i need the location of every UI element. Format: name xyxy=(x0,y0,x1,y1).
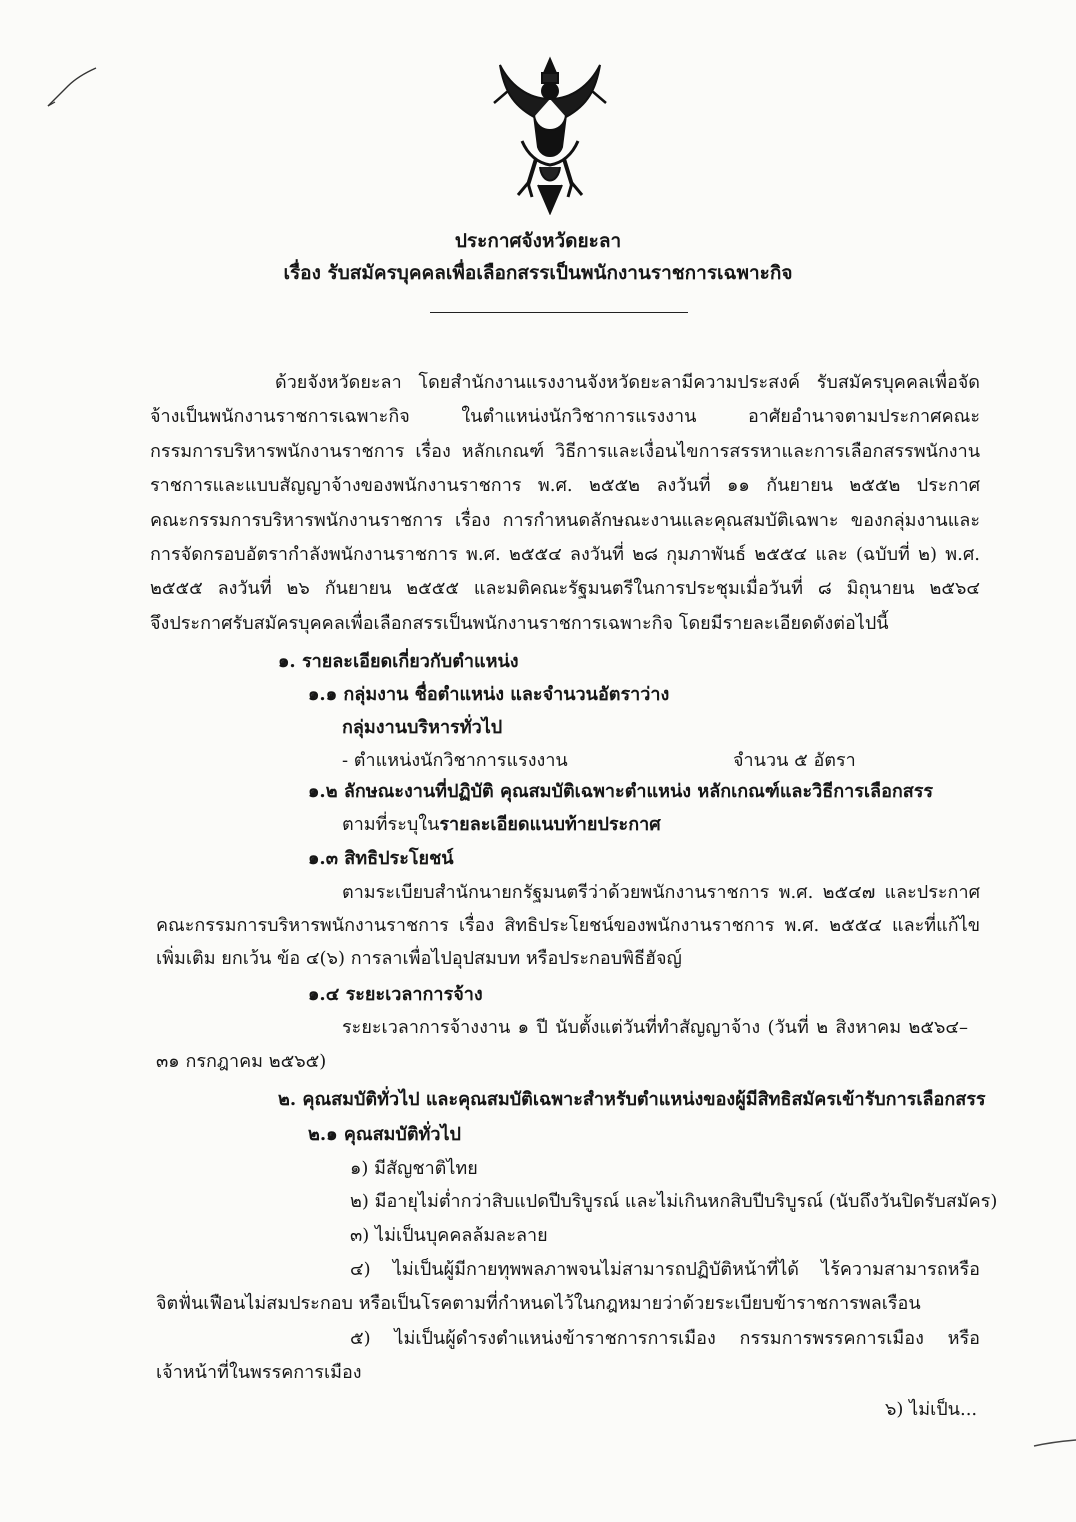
garuda-emblem-icon xyxy=(488,55,612,215)
section-1-heading: ๑. รายละเอียดเกี่ยวกับตำแหน่ง xyxy=(278,651,519,672)
work-group-label: กลุ่มงานบริหารทั่วไป xyxy=(342,717,503,738)
employment-period-line: ๓๑ กรกฎาคม ๒๕๖๕) xyxy=(156,1051,327,1072)
qualification-item: ๔) ไม่เป็นผู้มีกายทุพพลภาพจนไม่สามารถปฏิบัติหน้าที่ได้ ไร้ความสามารถหรือ xyxy=(350,1259,980,1280)
qualification-item: ๓) ไม่เป็นบุคคลล้มละลาย xyxy=(350,1225,548,1246)
intro-line: กรรมการบริหารพนักงานราชการ เรื่อง หลักเกณฑ์ วิธีการและเงื่อนไขการสรรหาและการเลือกสรรพนักงาน xyxy=(150,440,980,462)
section-1-2-text xyxy=(342,809,661,838)
section-1-2-prefix: ตามที่ระบุใน xyxy=(342,814,440,835)
page-continuation: ๖) ไม่เป็น... xyxy=(885,1399,978,1420)
benefits-line: เพิ่มเติม ยกเว้น ข้อ ๔(๖) การลาเพื่อไปอุปสมบท หรือประกอบพิธีฮัจญ์ xyxy=(156,948,682,969)
benefits-line: ตามระเบียบสำนักนายกรัฐมนตรีว่าด้วยพนักงานราชการ พ.ศ. ๒๕๔๗ และประกาศ xyxy=(342,882,980,903)
scan-edge-mark xyxy=(1032,1436,1076,1456)
intro-line: จ้างเป็นพนักงานราชการเฉพาะกิจ ในตำแหน่งนักวิชาการแรงงาน อาศัยอำนาจตามประกาศคณะ xyxy=(150,406,980,428)
employment-period-line: ระยะเวลาการจ้างงาน ๑ ปี นับตั้งแต่วันที่ทำสัญญาจ้าง (วันที่ ๒ สิงหาคม ๒๕๖๔– xyxy=(342,1017,968,1038)
section-1-4-heading: ๑.๔ ระยะเวลาการจ้าง xyxy=(308,984,483,1005)
section-1-2-heading: ๑.๒ ลักษณะงานที่ปฏิบัติ คุณสมบัติเฉพาะตำแหน่ง หลักเกณฑ์และวิธีการเลือกสรร xyxy=(308,781,934,802)
qualification-item: ๑) มีสัญชาติไทย xyxy=(350,1158,478,1179)
announcement-title: ประกาศจังหวัดยะลา xyxy=(454,230,622,252)
section-2-1-heading: ๒.๑ คุณสมบัติทั่วไป xyxy=(308,1124,461,1145)
intro-line: การจัดกรอบอัตรากำลังพนักงานราชการ พ.ศ. ๒๕๕๔ ลงวันที่ ๒๘ กุมภาพันธ์ ๒๕๕๔ และ (ฉบับที่ ๒) พ.ศ. xyxy=(150,544,980,566)
benefits-line: คณะกรรมการบริหารพนักงานราชการ เรื่อง สิทธิประโยชน์ของพนักงานราชการ พ.ศ. ๒๕๕๔ และที่แก้ไข xyxy=(156,915,980,936)
intro-line: จึงประกาศรับสมัครบุคคลเพื่อเลือกสรรเป็นพนักงานราชการเฉพาะกิจ โดยมีรายละเอียดดังต่อไปนี้ xyxy=(150,612,889,634)
title-divider xyxy=(430,312,688,313)
position-name: - ตำแหน่งนักวิชาการแรงงาน xyxy=(342,750,568,771)
intro-line: ราชการและแบบสัญญาจ้างของพนักงานราชการ พ.ศ. ๒๕๕๒ ลงวันที่ ๑๑ กันยายน ๒๕๕๒ ประกาศ xyxy=(150,475,980,497)
intro-line: ๒๕๕๕ ลงวันที่ ๒๖ กันยายน ๒๕๕๕ และมติคณะรัฐมนตรีในการประชุมเมื่อวันที่ ๘ มิถุนายน ๒๕๖๔ xyxy=(150,578,980,600)
section-2-heading: ๒. คุณสมบัติทั่วไป และคุณสมบัติเฉพาะสำหรับตำแหน่งของผู้มีสิทธิสมัครเข้ารับการเลือกสรร xyxy=(278,1089,986,1110)
intro-paragraph xyxy=(150,366,980,641)
qualification-item: ๒) มีอายุไม่ต่ำกว่าสิบแปดปีบริบูรณ์ และไม่เกินหกสิบปีบริบูรณ์ (นับถึงวันปิดรับสมัคร) xyxy=(350,1191,998,1212)
pen-stroke-mark xyxy=(46,66,98,108)
position-count: จำนวน ๕ อัตรา xyxy=(733,750,856,771)
announcement-subject: เรื่อง รับสมัครบุคคลเพื่อเลือกสรรเป็นพนักงานราชการเฉพาะกิจ xyxy=(283,262,793,284)
section-1-3-heading: ๑.๓ สิทธิประโยชน์ xyxy=(308,848,454,869)
section-1-1-heading: ๑.๑ กลุ่มงาน ชื่อตำแหน่ง และจำนวนอัตราว่าง xyxy=(308,684,670,705)
attachment-reference: รายละเอียดแนบท้ายประกาศ xyxy=(439,814,661,835)
intro-line: ด้วยจังหวัดยะลา โดยสำนักงานแรงงานจังหวัดยะลามีความประสงค์ รับสมัครบุคคลเพื่อจัด xyxy=(275,372,980,393)
qualification-item-continued: เจ้าหน้าที่ในพรรคการเมือง xyxy=(156,1362,362,1383)
qualification-item-continued: จิตฟั่นเฟือนไม่สมประกอบ หรือเป็นโรคตามที่กำหนดไว้ในกฎหมายว่าด้วยระเบียบข้าราชการพลเรือน xyxy=(156,1293,921,1314)
qualification-item: ๕) ไม่เป็นผู้ดำรงตำแหน่งข้าราชการการเมือง กรรมการพรรคการเมือง หรือ xyxy=(350,1328,980,1349)
intro-line: คณะกรรมการบริหารพนักงานราชการ เรื่อง การกำหนดลักษณะงานและคุณสมบัติเฉพาะ ของกลุ่มงานและ xyxy=(150,509,980,531)
